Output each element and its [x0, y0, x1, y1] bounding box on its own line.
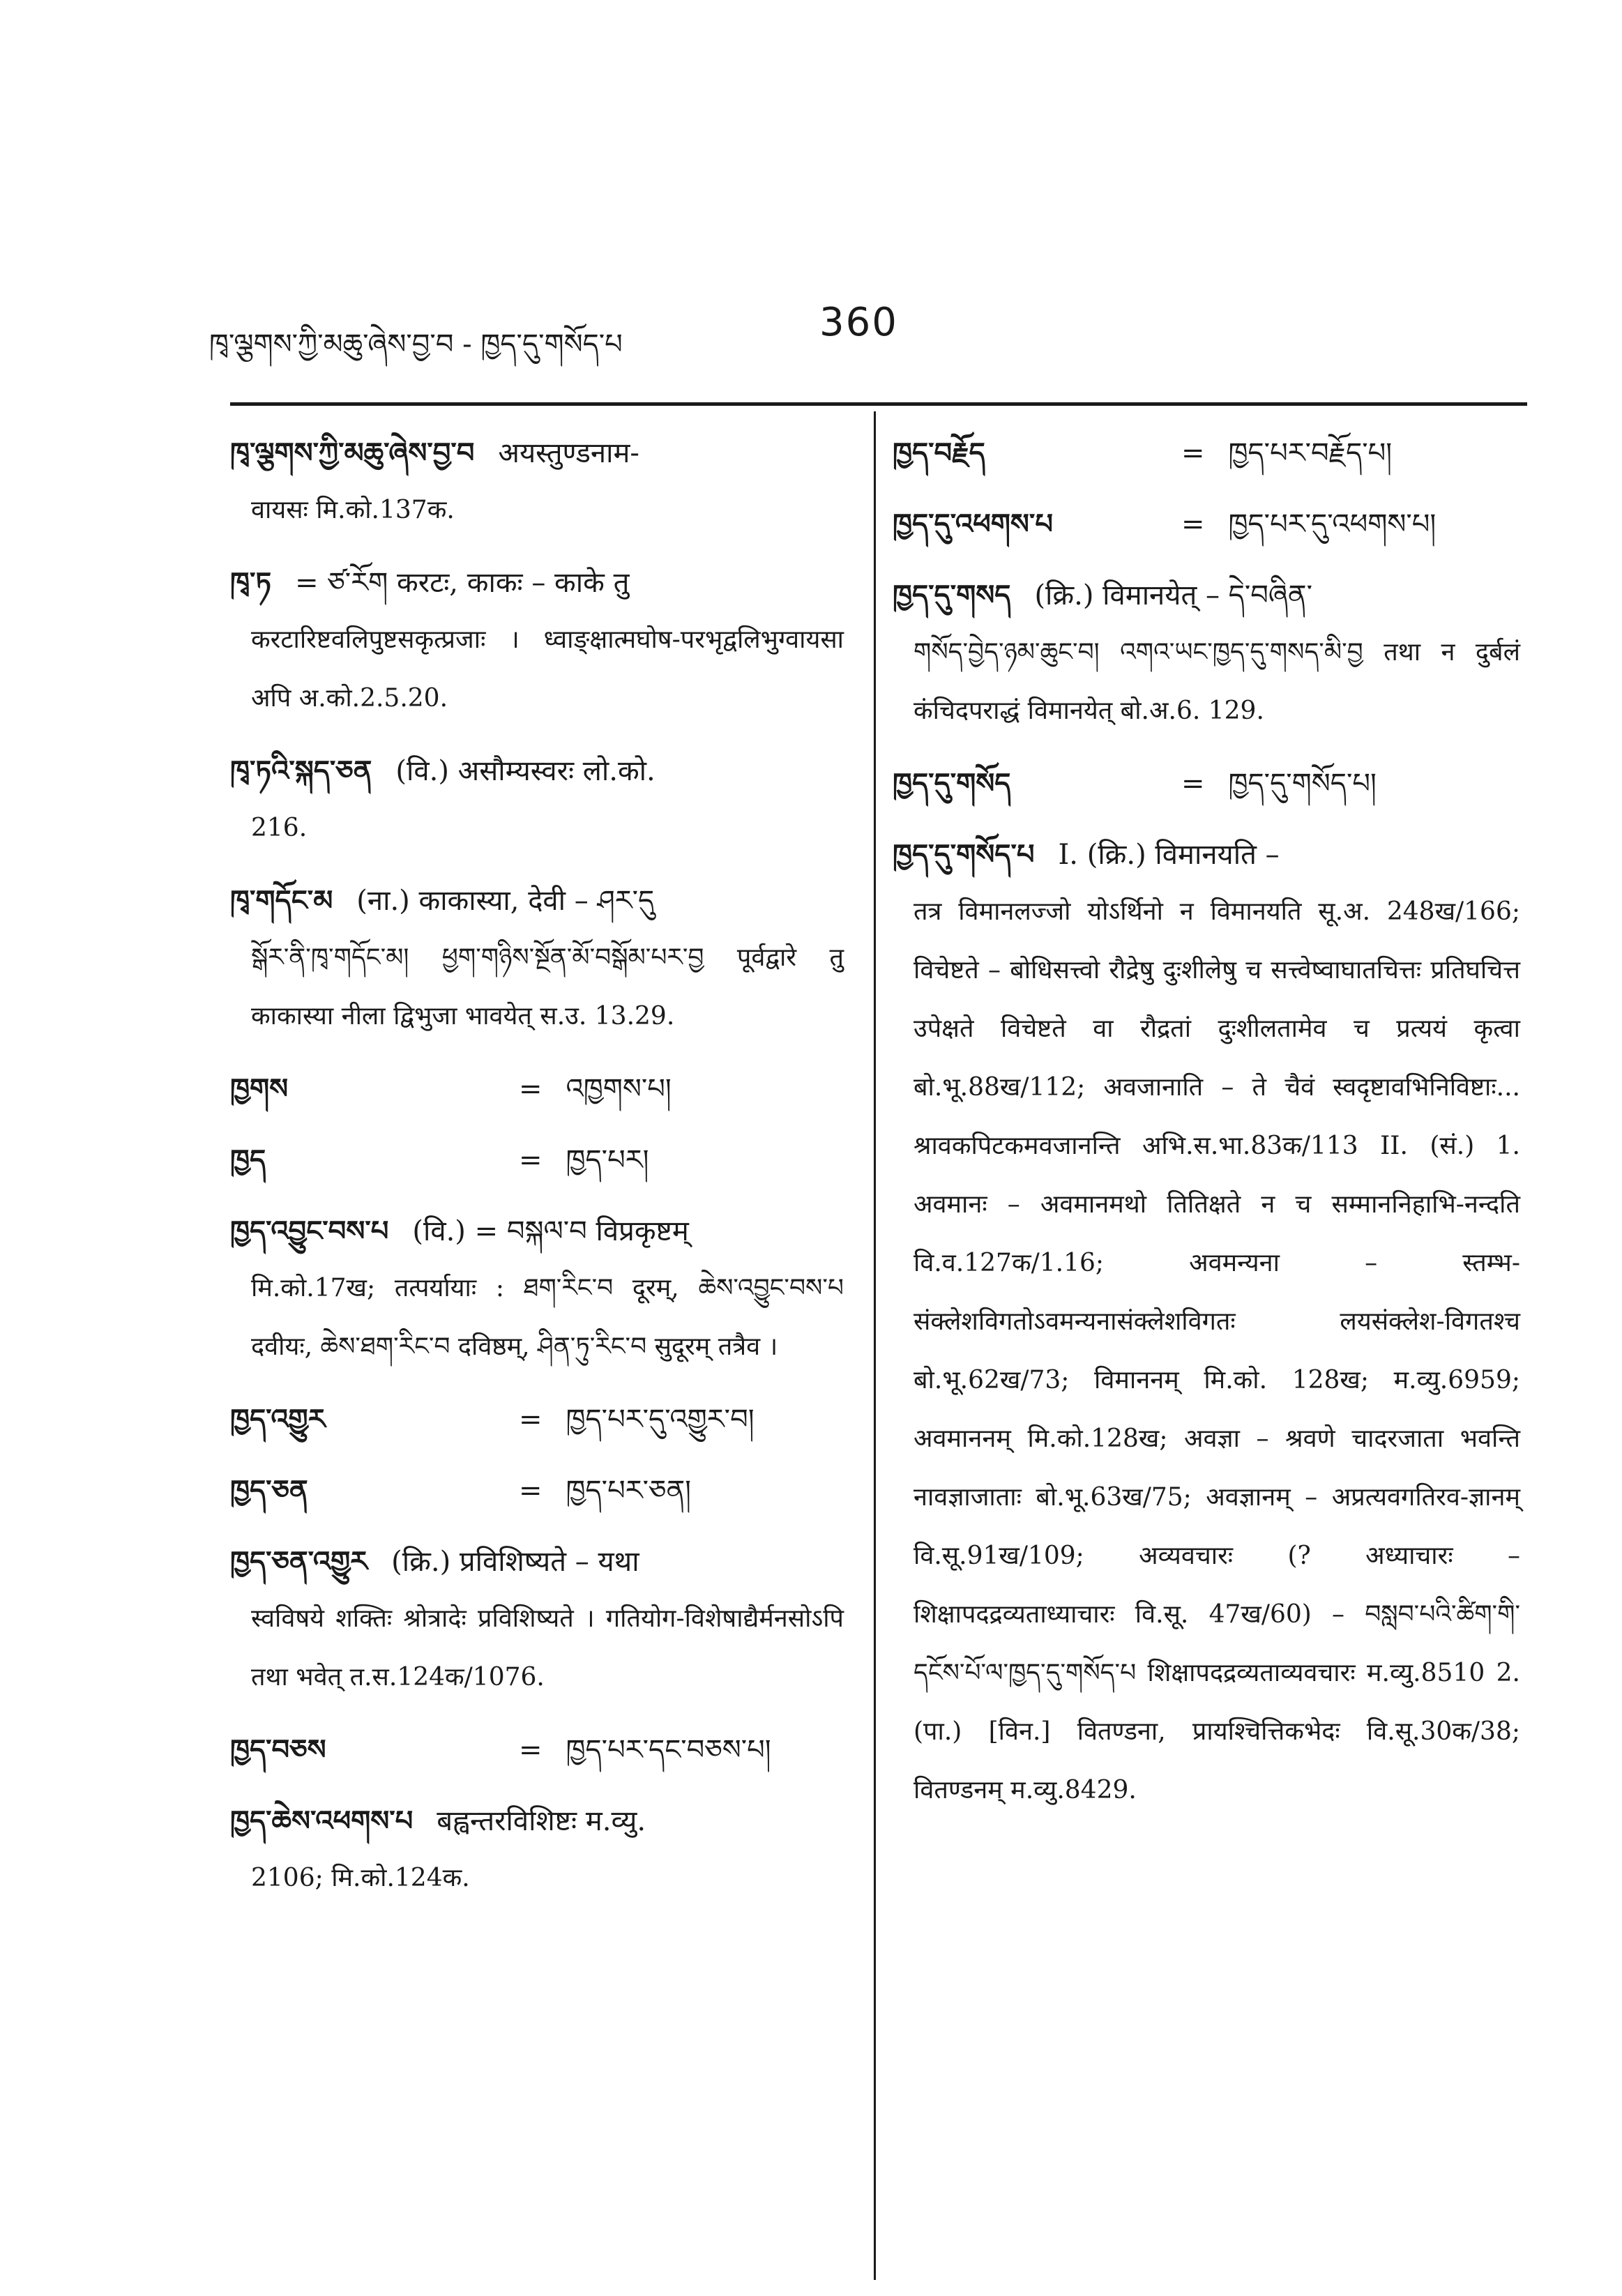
entry-headword: ཁྱད་དུ་འཕགས་པ [893, 508, 1053, 540]
dictionary-entry [230, 873, 844, 1046]
entry-body: 2106; मि.को.124क. [251, 1864, 470, 1892]
cross-reference: ཁྱད་པར་དང་བཅས་པ། [566, 1734, 771, 1766]
entry-gloss: (क्रि.) विमानयेत् – དེ་བཞིན་ [1034, 579, 1312, 611]
entry-gloss: (वि.) = བསྐལ་བ विप्रकृष्टम् [412, 1215, 689, 1247]
dictionary-entry [230, 743, 844, 858]
entry-gloss: (ना.) काकास्या, देवी – ཤར་དུ [356, 885, 655, 917]
equals-sign: = [1181, 768, 1205, 800]
entry-body: 216. [251, 814, 308, 842]
entry-gloss: = ཙ་རོག करटः, काकः – काके तु [295, 567, 630, 599]
entry-body: स्वविषये शक्तिः श्रोत्रादेः प्रविशिष्यते । गतियोग-विशेषाद्यैर्मनसोऽपि तथा भवेत् त.स.124क/1076. [251, 1604, 844, 1691]
entry-gloss: (क्रि.) प्रविशिष्यते – यथा [391, 1546, 639, 1578]
cross-reference-entry [893, 496, 1520, 552]
entry-headword: ཁྭ་ཏའི་སྐད་ཅན [230, 754, 372, 787]
entry-headword: ཁྱད་འགྱུར [230, 1403, 326, 1436]
dictionary-entry [230, 1793, 844, 1908]
running-head: ཁྭ་ལྕགས་ཀྱི་མཆུ་ཞེས་བྱ་བ - ཁྱད་དུ་གསོད་པ [209, 328, 623, 360]
cross-reference: ཁྱད་པར་ཅན། [566, 1475, 692, 1507]
entry-headword: ཁྱགས [230, 1072, 289, 1105]
header-rule [230, 402, 1527, 406]
entry-gloss: बह्वन्तरविशिष्टः म.व्यु. [437, 1805, 646, 1837]
entry-body: मि.को.17ख; तत्पर्यायाः : ཐག་རིང་བ दूरम्, ཆེས་འབྱུང་བས་པ दवीयः, ཆེས་ཐག་རིང་བ दविष्ठम्, ཤིན་ཏུ་རིང་བ सुदूरम् तत्रैव । [251, 1274, 844, 1361]
cross-reference: ཁྱད་པར་དུ་འགྱུར་བ། [566, 1404, 755, 1436]
equals-sign: = [1181, 508, 1205, 540]
entry-headword: ཁྭ་ཏ [230, 566, 272, 599]
cross-reference-entry [230, 1722, 844, 1778]
entry-body: तत्र विमानलज्जो योऽर्थिनो न विमानयति सू.अ. 248ख/166; विचेष्टते – बोधिसत्त्वो रौद्रेषु दुःशीलेषु च सत्त्वेष्वाघातचित्तः प्रतिघचित्त उपेक्षते विचेष्टते वा रौद्रतां दुःशीलतामेव च प्रत्ययं कृत्वा बो.भू.88ख/112; अवजानाति – ते चैवं स्वदृष्टावभिनिविष्टाः... श्रावकपिटकमवजानन्ति अभि.स.भा.83क/113 II. (सं.) 1. अवमानः – अवमानमथो तितिक्षते न च सम्माननिहाभि-नन्दति वि.व.127क/1.16; अवमन्यना – स्तम्भ-संक्लेशविगतोऽवमन्यनासंक्लेशविगतः लयसंक्लेश-विगतश्च बो.भू.62ख/73; विमाननम् मि.को. 128ख; म.व्यु.6959; अवमाननम् मि.को.128ख; अवज्ञा – श्रवणे चादरजाता भवन्ति नावज्ञाजाताः बो.भू.63ख/75; अवज्ञानम् – अप्रत्यवगतिरव-ज्ञानम् वि.सू.91ख/109; अव्यवचारः (? अध्याचारः – शिक्षापदद्रव्यताध्याचारः वि.सू. 47ख/60) – བསླབ་པའི་ཚིག་གི་དངོས་པོ་ལ་ཁྱད་དུ་གསོད་པ शिक्षापदद्रव्यताव्यवचारः म.व्यु.8510 2. (पा.) [विन.] वितण्डना, प्रायश्चित्तिकभेदः वि.सू.30क/38; वितण्डनम् म.व्यु.8429. [914, 897, 1520, 1804]
cross-reference: འཁྱགས་པ། [566, 1073, 672, 1105]
equals-sign: = [519, 1073, 543, 1105]
page-header [209, 300, 1227, 360]
cross-reference-entry [893, 425, 1520, 481]
entry-body: སྒོར་ནི་ཁྭ་གདོང་མ། ཕྱག་གཉིས་སྔོན་མོ་བསྒོམ་པར་བྱ पूर्वद्वारे तु काकास्या नीला द्विभुजा भावयेत् स.उ. 13.29. [251, 943, 844, 1031]
entry-headword: ཁྱད་དུ་གསད [893, 579, 1011, 611]
entry-headword: ཁྱད་དུ་གསོད [893, 767, 1011, 800]
dictionary-entry [893, 568, 1520, 740]
entry-gloss: (वि.) असौम्यस्वरः लो.को. [395, 755, 655, 787]
entry-headword: ཁྭ་ལྕགས་ཀྱི་མཆུ་ཞེས་བྱ་བ [230, 436, 475, 469]
equals-sign: = [519, 1475, 543, 1507]
dictionary-entry [230, 555, 844, 728]
entry-body: གསོད་བྱེད་ཉམ་ཆུང་བ། འགའ་ཡང་ཁྱད་དུ་གསད་མི་བྱ तथा न दुर्बलं कंचिदपराद्धं विमानयेत् बो.अ.6. 129. [914, 638, 1520, 725]
equals-sign: = [1181, 437, 1205, 469]
cross-reference: ཁྱད་པར་དུ་འཕགས་པ། [1228, 508, 1437, 540]
entry-gloss: अयस्तुण्डनाम- [498, 437, 639, 469]
cross-reference-entry [230, 1392, 844, 1447]
column-divider [874, 411, 876, 2280]
entry-headword: ཁྱད་འབྱུང་བས་པ [230, 1215, 389, 1247]
cross-reference-entry [230, 1061, 844, 1117]
entry-headword: ཁྱད་དུ་གསོད་པ [893, 838, 1035, 871]
page-number: 360 [819, 300, 898, 345]
entry-gloss: I. (क्रि.) विमानयति – [1058, 839, 1280, 871]
entry-headword: ཁྱད་ཅན་འགྱུར [230, 1545, 368, 1578]
cross-reference-entry [893, 756, 1520, 812]
entry-body: वायसः मि.को.137क. [251, 496, 455, 524]
dictionary-entry [230, 1534, 844, 1707]
entry-body: करटारिष्टवलिपुष्टसकृत्प्रजाः । ध्वाङ्क्षात्मघोष-परभृद्वलिभुग्वायसा अपि अ.को.2.5.20. [251, 625, 844, 713]
equals-sign: = [519, 1404, 543, 1436]
cross-reference: ཁྱད་པར་བརྗོད་པ། [1228, 437, 1393, 469]
equals-sign: = [519, 1144, 543, 1176]
dictionary-entry [893, 827, 1520, 1820]
cross-reference-entry [230, 1132, 844, 1188]
dictionary-entry [230, 425, 844, 540]
equals-sign: = [519, 1734, 543, 1766]
entry-headword: ཁྱད་བརྗོད [893, 436, 985, 469]
cross-reference: ཁྱད་དུ་གསོད་པ། [1228, 768, 1377, 800]
left-column [230, 425, 844, 1923]
cross-reference-entry [230, 1463, 844, 1519]
dictionary-entry [230, 1203, 844, 1376]
entry-headword: ཁྱད་ཆེས་འཕགས་པ [230, 1804, 414, 1837]
entry-headword: ཁྱད [230, 1143, 266, 1176]
right-column [893, 425, 1520, 1835]
entry-headword: ཁྱད་ཅན [230, 1474, 308, 1507]
entry-headword: ཁྭ་གདོང་མ [230, 884, 333, 917]
cross-reference: ཁྱད་པར། [566, 1144, 649, 1176]
entry-headword: ཁྱད་བཅས [230, 1733, 326, 1766]
